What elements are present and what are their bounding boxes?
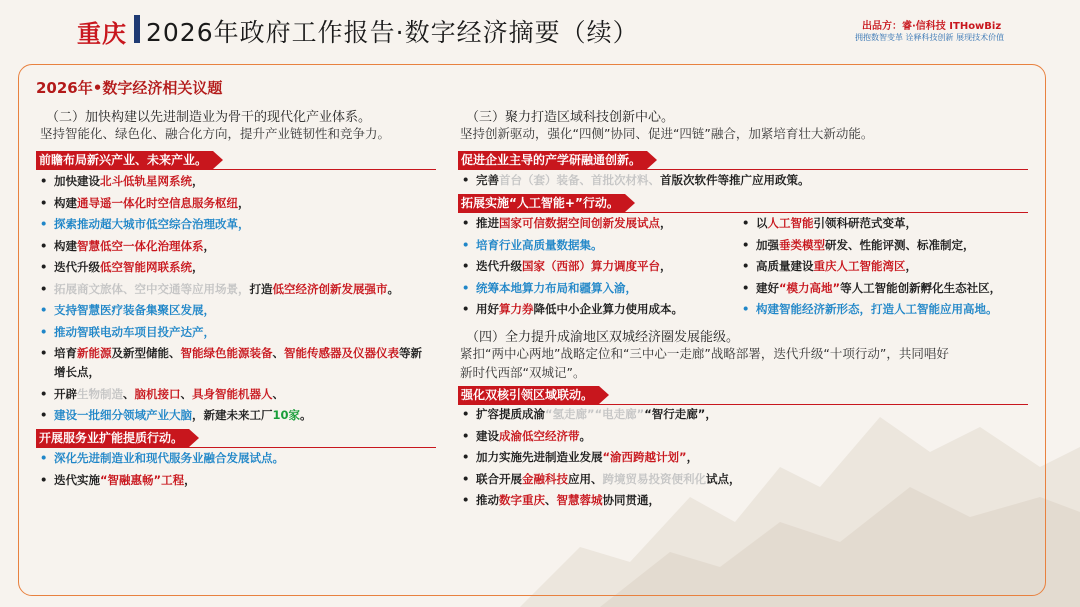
tag-industry-research: 促进企业主导的产学研融通创新。 — [458, 151, 647, 170]
list-item-text: 建设 — [476, 428, 499, 443]
tag-underline — [458, 169, 1028, 170]
list-item-text: 算力券 — [499, 302, 534, 316]
right-heading-4: （四）全力提升成渝地区双城经济圈发展能级。 — [466, 330, 740, 345]
page-title: 2026年政府工作报告·数字经济摘要（续） — [146, 18, 639, 47]
list-item-text: 跨境贸易投资便利化 — [602, 471, 706, 486]
list-item-text: 以 — [756, 216, 768, 230]
list-item-text: 加快建设 — [54, 174, 100, 188]
list-item-text: 智慧蓉城 — [556, 493, 603, 507]
list-item-text: “氢走廊”“电走廊” — [545, 407, 645, 421]
list-item-text: 、 — [272, 346, 284, 360]
list-item-text: 、 — [545, 493, 557, 507]
list-item — [460, 257, 736, 276]
section-title: 2026年•数字经济相关议题 — [36, 79, 223, 97]
list-item-text: 完善 — [476, 173, 499, 187]
industry-research-list — [460, 171, 1020, 193]
list-item — [460, 470, 1020, 489]
list-item-text: 推进 — [476, 216, 499, 230]
list-item-text: 培育行业高质量数据集。 — [476, 237, 603, 252]
list-item-text: 迭代实施 — [54, 472, 100, 487]
list-item-text: 联合开展 — [476, 471, 522, 486]
list-item — [38, 258, 430, 277]
list-item-text: 推动智联电动车项目投产达产， — [54, 324, 215, 339]
list-item-text: 协同贯通， — [602, 493, 660, 507]
list-item-text: 。 — [300, 408, 312, 422]
list-item-text: “智融惠畅”工程 — [100, 472, 185, 487]
right-heading: （三）聚力打造区域科技创新中心。 — [466, 110, 675, 125]
list-item-text: ， — [905, 259, 917, 273]
list-item-text: 首版次软件等推广应用政策。 — [660, 173, 810, 187]
right-desc-4-line1: 紧扣“两中心两地”战略定位和“三中心一走廊”战略部署，迭代升级“十项行动”，共同唱好 — [460, 346, 949, 361]
list-item-text: 引领科研范式变革， — [813, 216, 917, 230]
list-item-text: ， — [192, 174, 204, 188]
list-item — [38, 449, 430, 468]
tag-ai-plus: 拓展实施“人工智能+”行动。 — [458, 194, 625, 213]
list-item — [38, 323, 430, 342]
list-item — [460, 405, 1020, 424]
list-item-text: 具身智能机器人 — [192, 386, 273, 401]
list-item-text: 智能绿色能源装备 — [180, 346, 273, 360]
list-item-text: 扩容提质成渝 — [476, 407, 545, 421]
list-item — [460, 171, 1020, 190]
ai-plus-list-a — [460, 214, 736, 322]
tag-dual-core: 强化双核引领区域联动。 — [458, 386, 599, 405]
list-item-text: 人工智能 — [767, 216, 814, 230]
list-item — [460, 300, 736, 319]
tag-underline — [458, 212, 1028, 213]
list-item — [38, 406, 430, 425]
list-item-text: 支持智慧医疗装备集聚区发展， — [54, 303, 215, 317]
left-desc: 坚持智能化、绿色化、融合化方向，提升产业链韧性和竞争力。 — [40, 126, 391, 141]
city-label: 重庆 — [77, 20, 127, 48]
list-item-text: 新能源 — [77, 346, 112, 360]
list-item-text: 迭代升级 — [476, 259, 522, 273]
producer-tagline: 拥抱数智变革 诠释科技创新 展现技术价值 — [855, 33, 1005, 42]
list-item-text: 首台（套）装备、首批次材料、 — [499, 173, 660, 187]
list-item-text: 培育 — [54, 346, 77, 360]
list-item — [38, 344, 430, 382]
dual-core-list — [460, 405, 1020, 513]
list-item-text: ， — [660, 259, 672, 273]
list-item-text: ， — [184, 472, 196, 487]
list-item — [38, 172, 430, 191]
header — [0, 0, 1080, 58]
list-item-text: 低空智能网联系统 — [100, 260, 192, 274]
list-item-text: ， — [660, 216, 672, 230]
list-item-text: 及新型储能、 — [111, 346, 181, 360]
list-item-text: 脑机接口 — [134, 386, 181, 401]
list-item — [740, 279, 1040, 298]
list-item-text: 探索推动超大城市低空综合治理改革， — [54, 217, 250, 231]
list-item — [38, 215, 430, 234]
right-desc-4-line2: 新时代西部“双城记”。 — [460, 365, 586, 380]
list-item-text: 加力实施先进制造业发展 — [476, 450, 603, 464]
list-item-text: 高质量建设 — [756, 259, 814, 273]
tag-emerging-industries: 前瞻布局新兴产业、未来产业。 — [36, 151, 213, 170]
list-item — [460, 491, 1020, 510]
list-item-text: 数字重庆 — [499, 493, 545, 507]
list-item-text: “渝西跨越计划” — [602, 450, 687, 464]
list-item-text: ， — [203, 238, 215, 253]
list-item — [460, 236, 736, 255]
list-item — [740, 214, 1040, 233]
list-item-text: 深化先进制造业和现代服务业融合发展试点。 — [54, 451, 284, 465]
list-item-text: 推动 — [476, 493, 499, 507]
list-item-text: ，新建未来工厂 — [192, 408, 273, 422]
list-item-text: 等人工智能创新孵化生态社区， — [840, 280, 1002, 295]
list-item — [460, 427, 1020, 446]
list-item-text: 试点， — [706, 471, 741, 486]
list-item-text: 智慧低空一体化治理体系 — [77, 238, 204, 253]
list-item-text: 国家可信数据空间创新发展试点 — [499, 216, 660, 230]
list-item — [38, 194, 430, 213]
list-item-text: 。 — [387, 281, 399, 296]
tag-underline — [36, 169, 436, 170]
list-item-text: 研发、性能评测、标准制定， — [825, 237, 975, 252]
list-item — [38, 301, 430, 320]
list-item — [38, 237, 430, 256]
list-item-text: 迭代升级 — [54, 260, 100, 274]
list-item-text: 构建 — [54, 238, 77, 253]
list-item-text: 重庆人工智能湾区 — [813, 259, 906, 273]
list-item-text: 。 — [579, 428, 591, 443]
list-item — [460, 214, 736, 233]
list-item-text: 金融科技 — [522, 471, 568, 486]
list-item-text: 生物制造 — [77, 386, 123, 401]
list-item-text: ， — [238, 195, 250, 210]
list-item-text: 构建 — [54, 195, 77, 210]
list-item-text: ， — [686, 450, 699, 464]
list-item-text: ， — [192, 260, 204, 274]
list-item-text: 降低中小企业算力使用成本。 — [533, 302, 683, 316]
list-item-text: 建好 — [756, 280, 779, 295]
list-item-text: 应用、 — [568, 471, 603, 486]
list-item-text: 成渝低空经济带 — [499, 428, 580, 443]
service-industry-list — [38, 449, 430, 492]
list-item-text: 加强 — [756, 237, 779, 252]
list-item — [740, 257, 1040, 276]
list-item-text: 构建智能经济新形态，打造人工智能应用高地。 — [756, 302, 998, 316]
list-item-text: 、 — [123, 386, 135, 401]
list-item-text: 垂类模型 — [779, 237, 825, 252]
list-item-text: 智能传感器及仪器仪表 — [284, 346, 399, 360]
list-item-text: 开辟 — [54, 386, 77, 401]
ai-plus-list-b — [740, 214, 1040, 322]
producer-label: 出品方：睿·信科技 ITHowBiz — [862, 21, 1002, 32]
list-item — [460, 279, 736, 298]
list-item-text: 、 — [272, 386, 284, 401]
list-item-text: 通导遥一体化时空信息服务枢纽 — [77, 195, 238, 210]
tag-service-industry: 开展服务业扩能提质行动。 — [36, 429, 189, 448]
list-item-text: 10家 — [272, 408, 301, 422]
list-item — [740, 236, 1040, 255]
list-item-text: 低空经济创新发展强市 — [272, 281, 388, 296]
title-divider — [134, 15, 140, 43]
list-item — [38, 280, 430, 299]
list-item-text: “模力高地” — [779, 280, 841, 295]
list-item — [740, 300, 1040, 319]
list-item-text: 拓展商文旅体、空中交通等应用场景， — [54, 281, 250, 296]
list-item-text: 等新增长点， — [54, 346, 422, 379]
list-item-text: 国家（西部）算力调度平台 — [522, 259, 660, 273]
tag-underline — [36, 447, 436, 448]
list-item-text: 、 — [180, 386, 192, 401]
list-item-text: 统筹本地算力布局和疆算入渝， — [476, 280, 637, 295]
list-item-text: 用好 — [476, 302, 499, 316]
left-heading: （二）加快构建以先进制造业为骨干的现代化产业体系。 — [46, 110, 372, 125]
list-item-text: 建设一批细分领域产业大脑 — [54, 408, 192, 422]
list-item — [38, 471, 430, 490]
list-item-text: 打造 — [249, 281, 273, 296]
right-desc: 坚持创新驱动，强化“四侧”协同、促进“四链”融合，加紧培育壮大新动能。 — [460, 126, 874, 141]
list-item — [460, 448, 1020, 467]
list-item-text: “智行走廊”， — [644, 407, 717, 421]
emerging-industries-list — [38, 172, 430, 428]
list-item-text: 北斗低轨星网系统 — [100, 174, 192, 188]
list-item — [38, 385, 430, 404]
